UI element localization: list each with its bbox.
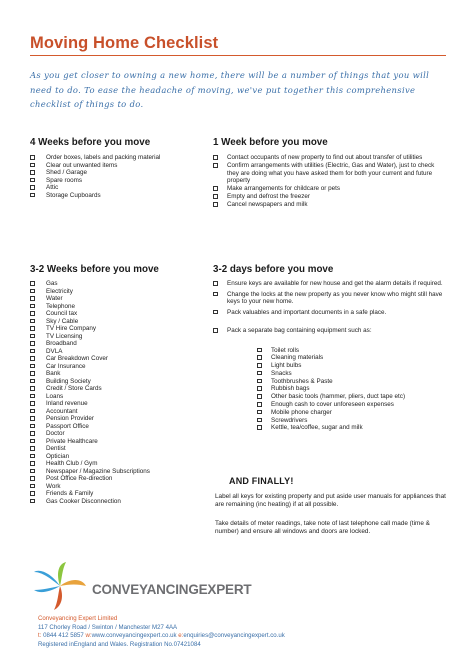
company-name: Conveyancing Expert Limited [38,615,118,622]
checklist-item-label: Car Breakdown Cover [46,355,108,362]
title-divider [30,55,446,56]
section-title: 3-2 Weeks before you move [30,264,159,275]
checklist-item [30,490,210,498]
finally-paragraph: Take details of meter readings, take note of last telephone call made (time & number) and ensure all windows and doors are locked. [215,520,430,536]
checkbox[interactable] [30,416,35,421]
checklist-item-label: Optician [46,452,70,460]
checkbox[interactable] [30,439,35,444]
checklist-item [30,483,210,491]
checkbox[interactable] [257,386,262,391]
checklist-item-label: Gas [46,280,58,287]
checkbox[interactable] [30,476,35,481]
checkbox[interactable] [30,446,35,451]
checkbox[interactable] [30,454,35,459]
checklist-item [213,193,443,201]
checklist [30,154,210,199]
checkbox[interactable] [30,334,35,339]
checkbox[interactable] [257,355,262,360]
checkbox[interactable] [30,469,35,474]
checklist-item-label: Clear out unwanted items [46,161,118,169]
checklist-item-label: Storage Cupboards [46,191,101,199]
checkbox[interactable] [30,185,35,190]
checklist-item-label: Post Office Re-direction [46,475,113,482]
checklist-item [30,154,210,162]
checkbox[interactable] [213,194,218,199]
checklist-item [257,409,445,417]
logo-petal [34,586,60,592]
section-3-2-weeks [30,264,210,505]
checklist-item [30,363,210,371]
checklist-item [213,327,445,335]
checklist-item-label: Ensure keys are available for new house and get the alarm details if required. [227,280,443,287]
checklist-item [213,280,445,288]
checklist-item [30,318,210,326]
checkbox[interactable] [213,281,218,286]
checklist-item [30,430,210,438]
checkbox[interactable] [30,155,35,160]
checkbox[interactable] [30,491,35,496]
checklist-item-label: Council tax [46,310,78,317]
checklist-item [30,453,210,461]
checklist-item-label: Bank [46,370,61,377]
checkbox[interactable] [30,364,35,369]
checklist-item-label: Light bulbs [271,362,302,370]
checklist-item [30,400,210,408]
checklist-item-label: Spare rooms [46,176,83,184]
equipment-list [257,347,445,432]
checkbox[interactable] [30,379,35,384]
checklist-item-label: Screwdrivers [271,416,308,424]
checklist-item-label: Rubbish bags [271,385,310,393]
checkbox[interactable] [30,371,35,376]
checklist-item [257,354,445,362]
checklist-item-label: Pack a separate bag containing equipment such as: [227,327,372,334]
checklist-item [30,177,210,185]
checklist-item [257,393,445,401]
checkbox[interactable] [30,170,35,175]
checklist-item [30,295,210,303]
checkbox[interactable] [30,394,35,399]
checklist-item [30,445,210,453]
checkbox[interactable] [30,311,35,316]
page-title: Moving Home Checklist [30,34,219,52]
footer [38,615,285,650]
checkbox[interactable] [30,319,35,324]
website-link[interactable]: www.conveyancingexpert.co.uk [91,632,177,640]
checkbox[interactable] [213,155,218,160]
checkbox[interactable] [30,326,35,331]
checklist-item [213,201,443,209]
checklist-item [257,385,445,393]
checklist-item [30,378,210,386]
checkbox[interactable] [30,401,35,406]
section-title: 3-2 days before you move [213,264,334,275]
checklist-item-label: Kettle, tea/coffee, sugar and milk [271,424,363,432]
checkbox[interactable] [257,410,262,415]
finally-paragraph: Label all keys for existing property and put aside user manuals for appliances that are remaining (inc heating) if at all possible. [215,493,446,509]
checklist-item-label: Broadband [46,340,77,347]
checklist-item-label: Water [46,295,63,302]
checklist-item-label: Doctor [46,430,65,437]
phone-number[interactable]: 0844 412 5857 [43,632,84,640]
checklist-item [257,370,445,378]
checklist-item [213,309,445,317]
checklist-item [30,169,210,177]
checkbox[interactable] [257,379,262,384]
checklist-item-label: Toilet rolls [271,346,299,354]
checklist-item [213,291,445,306]
checklist-item-label: Friends & Family [46,490,94,497]
logo-petal [60,580,86,586]
checkbox[interactable] [30,193,35,198]
logo-petal [34,571,60,586]
checklist-item [257,401,445,409]
checklist-item-label: Other basic tools (hammer, pliers, duct tape etc) [271,393,406,401]
checklist-item-label: Building Society [46,377,91,385]
checklist-item [30,438,210,446]
section-4-weeks [30,137,210,199]
checklist-item-label: Inland revenue [46,400,88,407]
checklist-item [30,303,210,311]
checklist-item-label: Accountant [46,407,78,415]
checkbox[interactable] [213,202,218,207]
checklist-item-label: Snacks [271,369,292,377]
checklist-item [30,408,210,416]
checklist-item-label: Change the locks at the new property as you never know who might still have keys to your new home. [227,290,443,305]
checkbox[interactable] [257,402,262,407]
finally-heading: AND FINALLY! [229,476,294,486]
email-link[interactable]: enquiries@conveyancingexpert.co.uk [183,632,285,640]
checkbox[interactable] [213,186,218,191]
checklist-item [257,424,445,432]
section-1-week [213,137,443,209]
checklist-item [30,288,210,296]
checklist-item [30,423,210,431]
checklist-item [30,415,210,423]
checkbox[interactable] [30,304,35,309]
checklist-item [30,310,210,318]
checklist-item-label: Sky / Cable [46,317,79,325]
checkbox[interactable] [30,178,35,183]
checklist [30,280,210,505]
checklist-item-label: Confirm arrangements with utilities (Electric, Gas and Water), just to check they are doing what you have asked them for both your current and future property [227,162,435,184]
checkbox[interactable] [30,341,35,346]
checkbox[interactable] [257,425,262,430]
checklist-item [257,417,445,425]
logo-petal [54,586,62,610]
section-3-2-days [213,264,445,432]
checkbox[interactable] [30,386,35,391]
intro-text: As you get closer to owning a new home, there will be a number of things that you will need to do. To ease the headache of moving, we've put together this comprehensive checklist of things to do. [30,70,430,109]
checklist-item [30,460,210,468]
checklist-item-label: Pension Provider [46,415,94,422]
checkbox[interactable] [30,499,35,504]
contact-line: t: 0844 412 5857 w:www.conveyancingexpert.co.uk e:enquiries@conveyancingexpert.co.uk [38,632,285,640]
checklist-item [30,184,210,192]
checkbox[interactable] [257,363,262,368]
registration-text: Registered inEngland and Wales. Registration No.07421084 [38,641,201,649]
checkbox[interactable] [30,461,35,466]
checklist-item-label: Credit / Store Cards [46,385,102,392]
checklist-item-label: Gas Cooker Disconnection [46,497,121,505]
checklist-item [30,162,210,170]
checklist-item-label: TV Licensing [46,332,83,340]
section-title: 1 Week before you move [213,137,328,148]
checklist-item-label: Telephone [46,302,76,310]
checklist-item-label: TV Hire Company [46,325,97,332]
checklist-item [30,340,210,348]
logo-wordmark: CONVEYANCINGEXPERT [92,582,252,597]
checklist-item-label: Attic [46,184,59,191]
checklist-item-label: Empty and defrost the freezer [227,193,310,200]
checklist-item-label: Mobile phone charger [271,408,332,416]
checkbox[interactable] [30,356,35,361]
checklist-item [213,154,443,162]
checklist-item-label: Private Healthcare [46,437,98,445]
checklist-item-label: Passport Office [46,422,89,430]
checklist-item [257,347,445,355]
checkbox[interactable] [30,409,35,414]
checkbox[interactable] [30,296,35,301]
checklist-item-label: Toothbrushes & Paste [271,377,333,385]
checklist-item [30,333,210,341]
checkbox[interactable] [30,163,35,168]
checklist-item [30,475,210,483]
checklist-item [30,325,210,333]
checklist [213,280,445,316]
checklist-item-label: Order boxes, labels and packing material [46,154,161,161]
checkbox[interactable] [30,424,35,429]
checkbox[interactable] [30,281,35,286]
checklist-item [30,385,210,393]
checkbox[interactable] [213,163,218,168]
checklist-item [30,355,210,363]
checkbox[interactable] [257,394,262,399]
checklist-item [30,498,210,506]
checklist-item [30,393,210,401]
checkbox[interactable] [30,484,35,489]
checklist-item [257,378,445,386]
checklist-item-label: Make arrangements for childcare or pets [227,185,341,192]
checklist-item [213,185,443,193]
checkbox[interactable] [213,310,218,315]
checklist-item [30,348,210,356]
checkbox[interactable] [213,328,218,333]
checklist-item-label: Car Insurance [46,362,86,370]
checklist-item-label: DVLA [46,347,63,355]
checkbox[interactable] [257,348,262,353]
checklist-item-label: Dentist [46,445,66,452]
checklist-item-label: Loans [46,392,64,400]
checklist-item-label: Electricity [46,287,73,295]
logo-petal [58,562,66,586]
company-logo [30,560,252,612]
checklist-item-label: Health Club / Gym [46,460,98,467]
checklist-item [30,192,210,200]
checklist-item-label: Cancel newspapers and milk [227,201,308,208]
checkbox[interactable] [257,371,262,376]
checkbox[interactable] [30,431,35,436]
checklist-item [213,162,443,185]
checklist-item-label: Newspaper / Magazine Subscriptions [46,467,150,475]
checkbox[interactable] [257,418,262,423]
company-address: 117 Chorley Road / Swinton / Manchester M27 4AA [38,623,178,631]
checklist-item-label: Contact occupants of new property to find out about transfer of utilities [227,154,423,161]
checklist-item [30,280,210,288]
checklist-item-label: Cleaning materials [271,354,324,362]
checklist-item-label: Pack valuables and important documents in a safe place. [227,308,387,316]
checklist-item [257,362,445,370]
checkbox[interactable] [30,349,35,354]
checkbox[interactable] [213,292,218,297]
checklist [213,154,443,209]
section-title: 4 Weeks before you move [30,137,151,148]
logo-mark-icon [30,560,92,612]
checklist-item [30,468,210,476]
checkbox[interactable] [30,289,35,294]
checklist-item-label: Work [46,482,61,490]
checklist [213,327,445,335]
checklist-item [30,370,210,378]
checklist-item-label: Enough cash to cover unforeseen expenses [271,401,394,409]
checklist-item-label: Shed / Garage [46,169,87,176]
